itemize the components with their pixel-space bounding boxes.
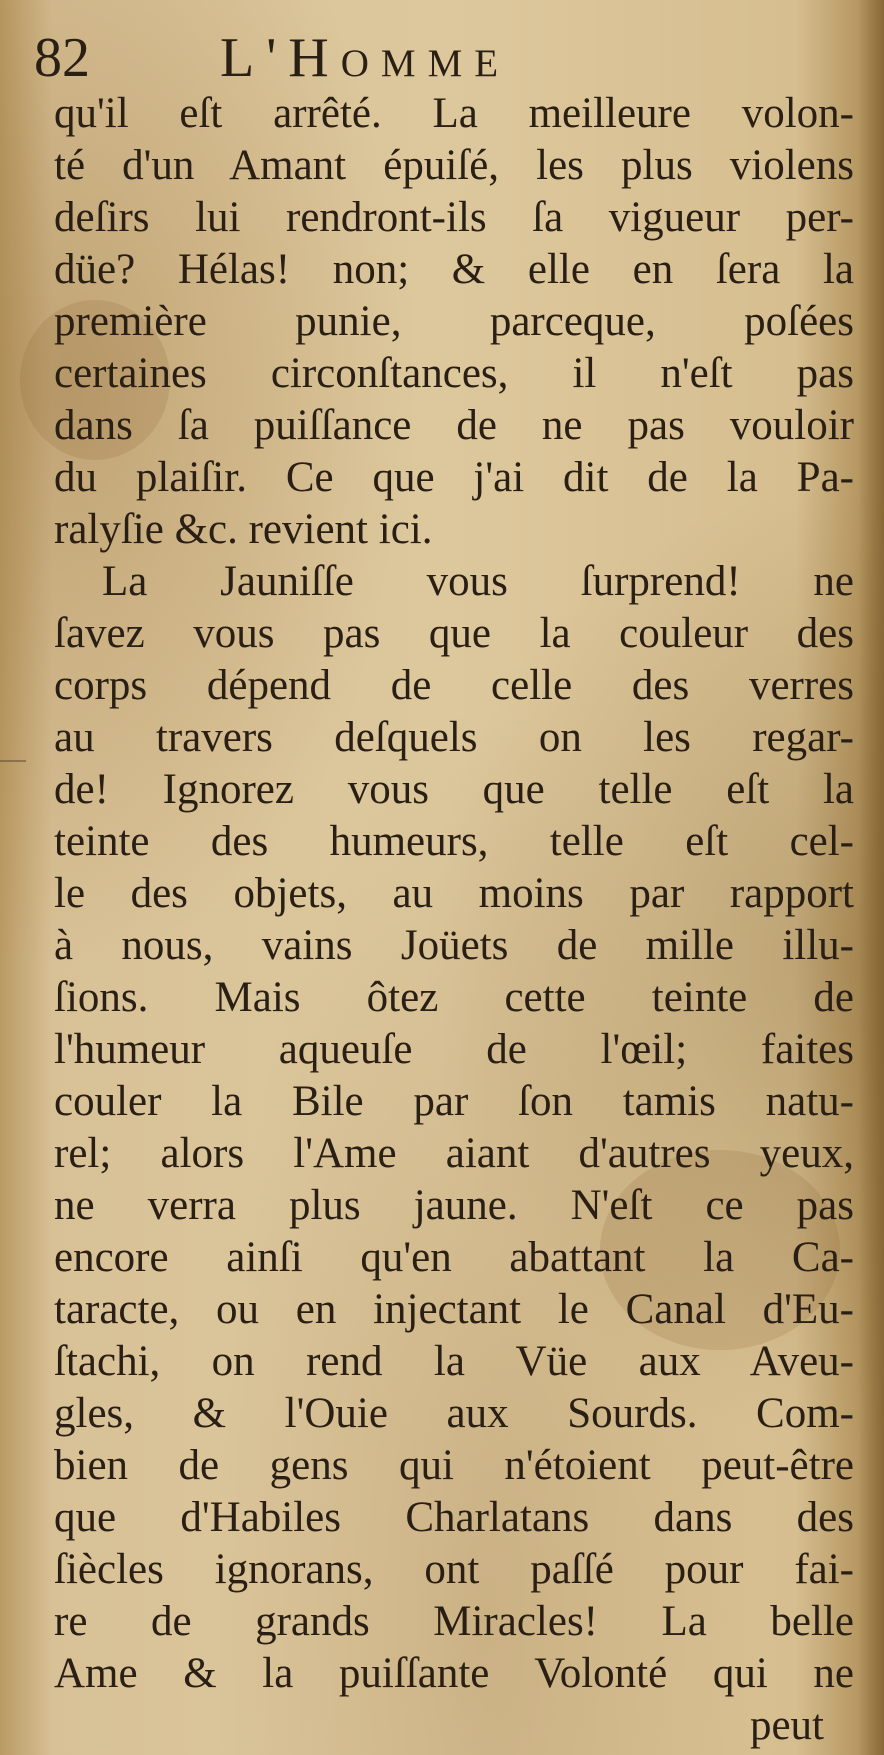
text-line: dans ſa puiſſance de ne pas vouloir: [54, 402, 854, 449]
page-number: 82: [34, 27, 90, 89]
text-line: ralyſie &c. revient ici.: [54, 506, 433, 553]
text-line: re de grands Miracles! La belle: [54, 1598, 854, 1645]
text-line: Ame & la puiſſante Volonté qui ne: [54, 1650, 854, 1697]
text-line: du plaiſir. Ce que j'ai dit de la Pa-: [54, 454, 854, 501]
catchword: peut: [749, 1702, 824, 1749]
body-text: [54, 88, 854, 1752]
text-line: bien de gens qui n'étoient peut-être: [54, 1442, 854, 1489]
text-line: qu'il eſt arrêté. La meilleure volon-: [54, 90, 854, 137]
text-line: au travers deſquels on les regar-: [54, 714, 854, 761]
text-line: rel; alors l'Ame aiant d'autres yeux,: [54, 1130, 854, 1177]
text-line: de! Ignorez vous que telle eſt la: [54, 766, 854, 813]
text-line: encore ainſi qu'en abattant la Ca-: [54, 1234, 854, 1281]
text-line: taracte, ou en injectant le Canal d'Eu-: [54, 1286, 854, 1333]
margin-pencil-mark: [0, 760, 26, 762]
page-header: [34, 18, 754, 98]
text-line: le des objets, au moins par rapport: [54, 870, 854, 917]
text-line: La Jauniſſe vous ſurprend! ne: [102, 558, 854, 605]
text-line: düe? Hélas! non; & elle en ſera la: [54, 246, 854, 293]
text-line: deſirs lui rendront-ils ſa vigueur per-: [54, 194, 854, 241]
text-line: ſiècles ignorans, ont paſſé pour fai-: [54, 1546, 854, 1593]
paragraph: [54, 88, 854, 556]
text-line: couler la Bile par ſon tamis natu-: [54, 1078, 854, 1125]
text-line: l'humeur aqueuſe de l'œil; faites: [54, 1026, 854, 1073]
paragraph: [54, 556, 854, 1700]
text-line: que d'Habiles Charlatans dans des: [54, 1494, 854, 1541]
text-line: gles, & l'Ouie aux Sourds. Com-: [54, 1390, 854, 1437]
text-line: ſavez vous pas que la couleur des: [54, 610, 854, 657]
text-line: té d'un Amant épuiſé, les plus violens: [54, 142, 854, 189]
text-line: corps dépend de celle des verres: [54, 662, 854, 709]
running-title: L'Homme: [220, 27, 511, 89]
text-line: ne verra plus jaune. N'eſt ce pas: [54, 1182, 854, 1229]
text-line: à nous, vains Joüets de mille illu-: [54, 922, 854, 969]
text-line: ſions. Mais ôtez cette teinte de: [54, 974, 854, 1021]
text-line: teinte des humeurs, telle eſt cel-: [54, 818, 854, 865]
text-line: certaines circonſtances, il n'eſt pas: [54, 350, 854, 397]
text-line: première punie, parceque, poſées: [54, 298, 854, 345]
page-gutter-shadow: [858, 0, 884, 1755]
text-line: ſtachi, on rend la Vüe aux Aveu-: [54, 1338, 854, 1385]
